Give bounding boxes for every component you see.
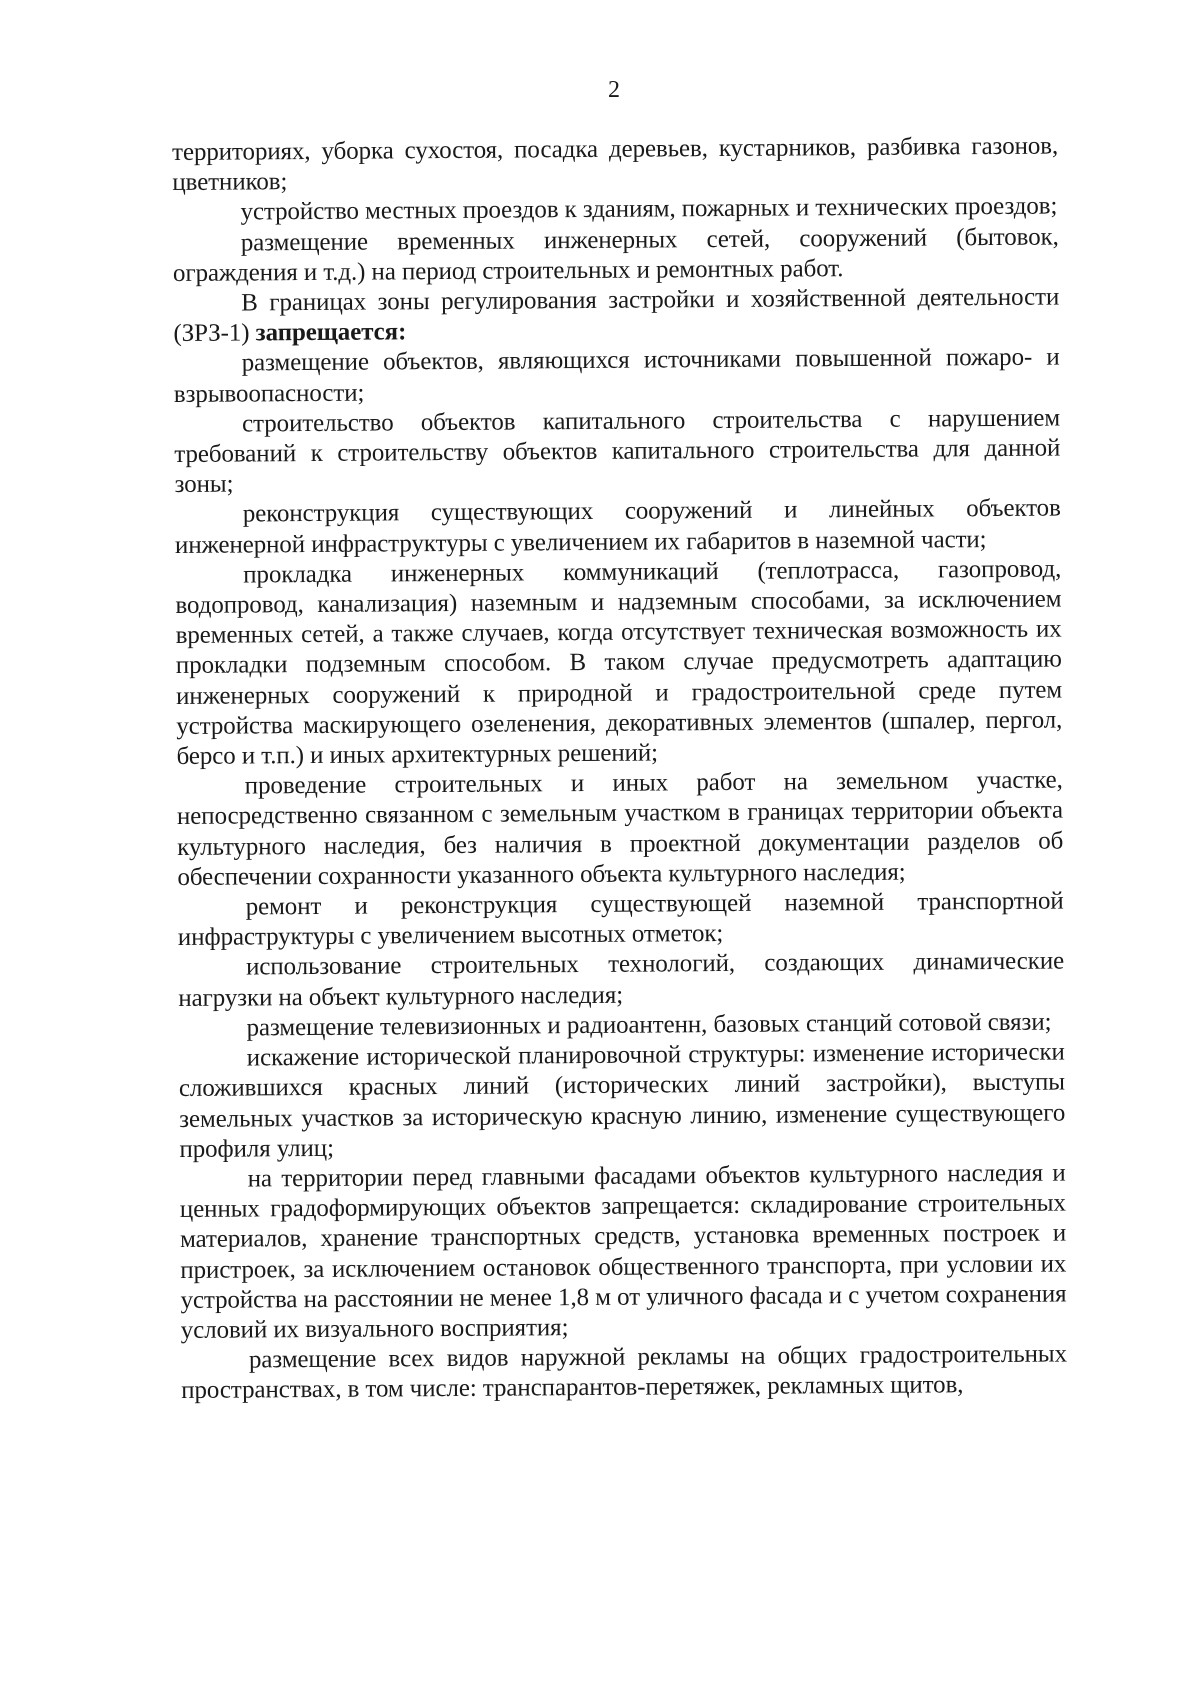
paragraph-item: на территории перед главными фасадами объектов культурного наследия и ценных градоформирующих объектов запрещается: складирование строительных материалов, хранение транспортных средств, установка временных построек и пристроек, за исключением остановок общественного транспорта, при условии их устройства на расстоянии не менее 1,8 м от уличного фасада и с учетом сохранения условий их визуального восприятия; [179, 1159, 1067, 1344]
paragraph-item: ремонт и реконструкция существующей наземной транспортной инфраструктуры с увеличением высотных отметок; [177, 887, 1064, 952]
paragraph-item: размещение временных инженерных сетей, сооружений (бытовок, ограждения и т.д.) на период строительных и ремонтных работ. [172, 223, 1059, 287]
document-body [172, 132, 1067, 1407]
zone-heading-emphasis: запрещается: [255, 318, 407, 347]
paragraph-item: реконструкция существующих сооружений и линейных объектов инженерной инфраструктуры с увеличением их габаритов в наземной части; [174, 494, 1061, 559]
page-number: 2 [608, 77, 620, 103]
paragraph-item: прокладка инженерных коммуникаций (теплотрасса, газопровод, водопровод, канализация) наземным и надземным способами, за исключением временных сетей, а также случаев, когда отсутствует техническая возможность их прокладки подземным способом. В таком случае предусмотреть адаптацию инженерных сооружений к природной и градостроительной среде путем устройства маскирующего озеленения, декоративных элементов (шпалер, пергол, берсо и т.п.) и иных архитектурных решений; [175, 555, 1063, 771]
paragraph-continuation: территориях, уборка сухостоя, посадка деревьев, кустарников, разбивка газонов, цветников; [172, 132, 1059, 197]
paragraph-item: размещение телевизионных и радиоантенн, базовых станций сотовой связи; [246, 1008, 1052, 1042]
paragraph-zone-heading [173, 283, 1059, 350]
paragraph-item: размещение объектов, являющихся источниками повышенной пожаро- и взрывоопасности; [173, 343, 1060, 408]
paragraph-item: строительство объектов капитального строительства с нарушением требований к строительству объектов капитального строительства для данной зоны; [174, 404, 1061, 499]
paragraph-item: размещение всех видов наружной рекламы на общих градостроительных пространствах, в том числе: транспарантов-перетяжек, рекламных щитов, [181, 1340, 1068, 1405]
paragraph-item: проведение строительных и иных работ на земельном участке, непосредственно связанном с земельным участком в границах территории объекта культурного наследия, без наличия в проектной документации разделов об обеспечении сохранности указанного объекта культурного наследия; [176, 766, 1064, 891]
paragraph-item: искажение исторической планировочной структуры: изменение исторически сложившихся красных линий (исторических линий застройки), выступы земельных участков за историческую красную линию, изменение существующего профиля улиц; [178, 1038, 1066, 1163]
zone-heading-text: В границах зоны регулирования застройки и хозяйственной деятельности (ЗРЗ-1) [173, 283, 1060, 348]
paragraph-item: использование строительных технологий, создающих динамические нагрузки на объект культурного наследия; [178, 947, 1065, 1012]
paragraph-item: устройство местных проездов к зданиям, пожарных и технических проездов; [240, 192, 1058, 226]
